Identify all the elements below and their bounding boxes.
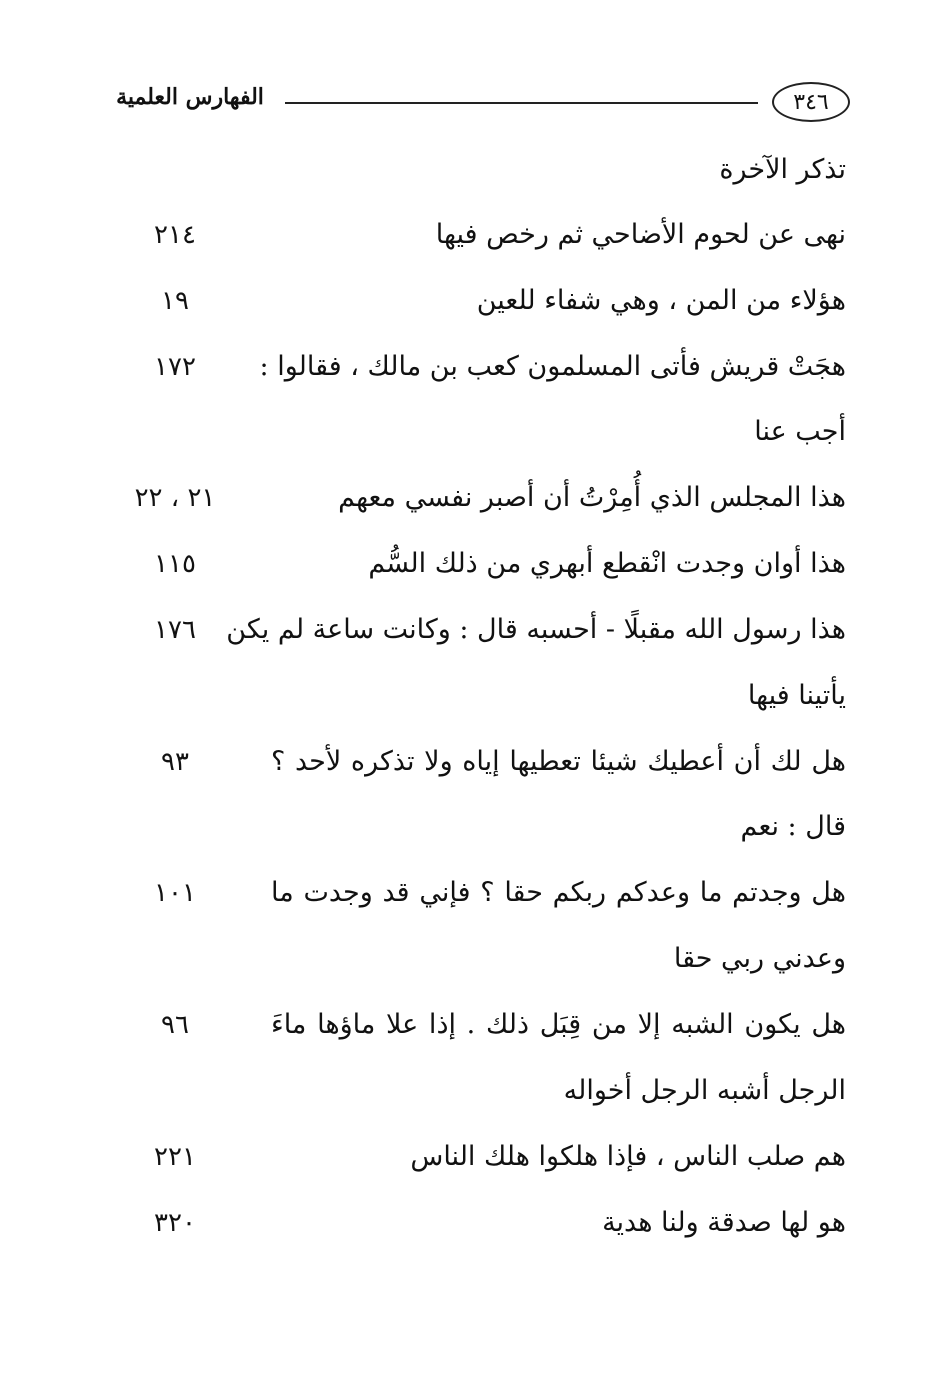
entry-page-ref: ٢١٤ <box>154 220 196 250</box>
running-title: الفهارس العلمية <box>116 84 264 110</box>
entry-page-ref: ٩٦ <box>161 1010 189 1040</box>
entry-text: أجب عنا <box>754 416 846 447</box>
entry-text: هو لها صدقة ولنا هدية <box>602 1207 846 1238</box>
entry-page-ref: ١٩ <box>161 286 189 316</box>
index-entry <box>100 337 846 397</box>
entry-text: هم صلب الناس ، فإذا هلكوا هلك الناس <box>410 1141 846 1172</box>
index-entry <box>100 863 846 923</box>
entry-text: قال : نعم <box>740 811 846 842</box>
entry-text: هل يكون الشبه إلا من قِبَل ذلك . إذا علا ماؤها ماءَ <box>271 1009 846 1040</box>
index-entry <box>100 600 846 660</box>
entry-page-ref: ١٧٦ <box>154 615 196 645</box>
entry-page-ref: ٣٢٠ <box>154 1208 196 1238</box>
entry-text: تذكر الآخرة <box>719 154 846 185</box>
entry-text: هذا أوان وجدت انْقطع أبهري من ذلك السُّم <box>368 548 846 579</box>
index-entry <box>100 1127 846 1187</box>
entry-page-ref: ٩٣ <box>161 747 189 777</box>
index-entry <box>100 1193 846 1253</box>
index-entry-continuation <box>100 666 846 726</box>
page-header <box>100 82 850 130</box>
entry-text: هذا المجلس الذي أُمِرْتُ أن أصبر نفسي معهم <box>338 482 846 513</box>
entry-text: يأتينا فيها <box>747 680 846 711</box>
page-number: ٣٤٦ <box>772 82 850 122</box>
index-entry <box>100 995 846 1055</box>
entry-text: هل وجدتم ما وعدكم ربكم حقا ؟ فإني قد وجدت ما <box>271 877 846 908</box>
index-entry <box>100 468 846 528</box>
entry-page-ref: ١١٥ <box>154 549 196 579</box>
index-entry-continuation <box>100 402 846 462</box>
entry-page-ref: ٢٢١ <box>154 1142 196 1172</box>
entry-text: نهى عن لحوم الأضاحي ثم رخص فيها <box>435 219 846 250</box>
header-rule <box>285 102 758 104</box>
entry-text: هل لك أن أعطيك شيئا تعطيها إياه ولا تذكره لأحد ؟ <box>271 746 846 777</box>
entry-page-ref: ١٠١ <box>154 878 196 908</box>
index-entry <box>100 205 846 265</box>
index-entry <box>100 732 846 792</box>
index-entry <box>100 534 846 594</box>
index-entry-continuation <box>100 797 846 857</box>
entry-text: الرجل أشبه الرجل أخواله <box>563 1075 846 1106</box>
index-entry <box>100 271 846 331</box>
index-entry <box>100 140 846 200</box>
entry-text: هجَتْ قريش فأتى المسلمون كعب بن مالك ، فقالوا : <box>259 351 846 382</box>
entry-page-ref: ١٧٢ <box>154 352 196 382</box>
entry-text: وعدني ربي حقا <box>673 943 846 974</box>
entry-page-ref: ٢١ ، ٢٢ <box>134 483 216 513</box>
index-entry-continuation <box>100 929 846 989</box>
entry-text: هؤلاء من المن ، وهي شفاء للعين <box>476 285 846 316</box>
entry-text: هذا رسول الله مقبلًا - أحسبه قال : وكانت ساعة لم يكن <box>226 614 846 645</box>
index-entry-continuation <box>100 1061 846 1121</box>
